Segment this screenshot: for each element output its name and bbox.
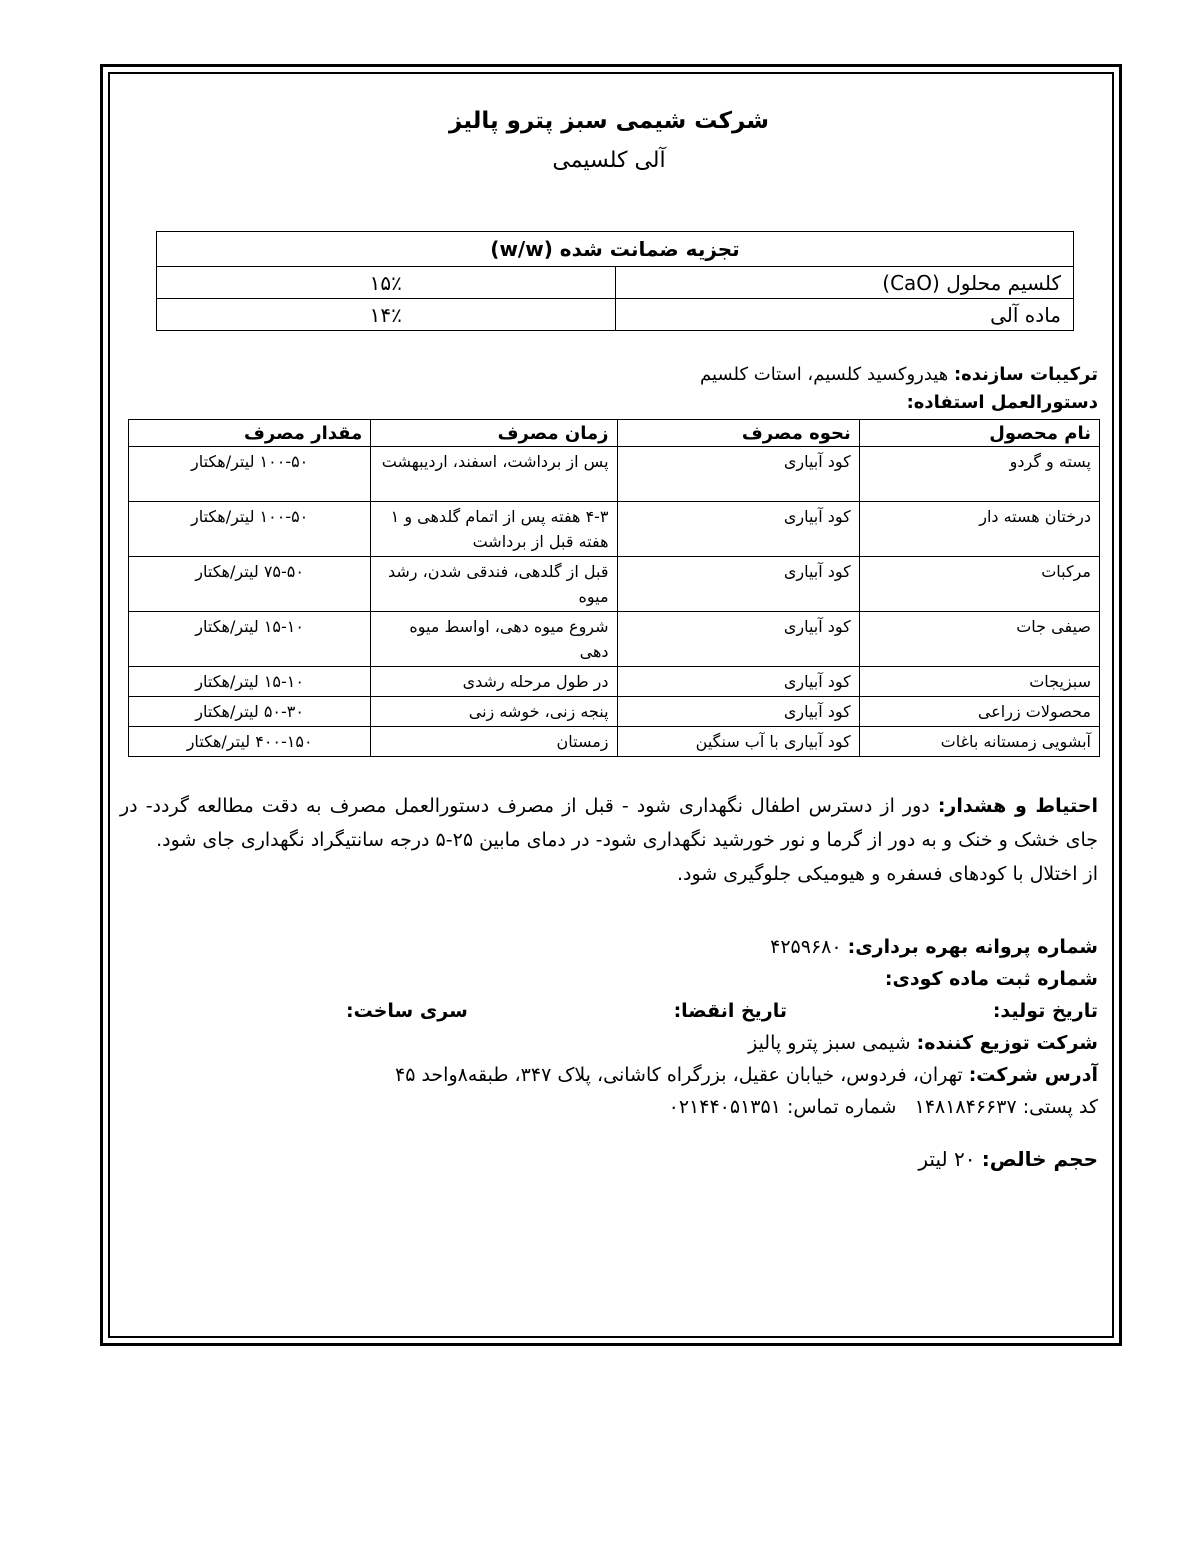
label-content xyxy=(120,100,1098,1175)
ga-name: ماده آلی xyxy=(615,299,1074,331)
table-row xyxy=(129,612,1100,667)
col-header-time: زمان مصرف xyxy=(371,420,617,447)
time-cell: زمستان xyxy=(371,727,617,757)
net-volume-label: حجم خالص: xyxy=(981,1147,1098,1171)
product-name: آلی کلسیمی xyxy=(552,148,666,173)
postal-value: ۱۴۸۱۸۴۶۶۳۷ xyxy=(914,1096,1017,1118)
table-row xyxy=(157,267,1074,299)
time-cell: پس از برداشت، اسفند، اردیبهشت xyxy=(371,447,617,502)
warnings-label: احتیاط و هشدار: xyxy=(937,795,1098,817)
crop-cell: مرکبات xyxy=(859,557,1099,612)
time-cell: در طول مرحله رشدی xyxy=(371,667,617,697)
address-line xyxy=(120,1059,1098,1091)
distributor-label: شرکت توزیع کننده: xyxy=(916,1032,1098,1054)
method-cell: کود آبیاری xyxy=(617,502,859,557)
crop-cell: صیفی جات xyxy=(859,612,1099,667)
method-cell: کود آبیاری xyxy=(617,557,859,612)
phone-label: شماره تماس: xyxy=(786,1096,897,1118)
method-cell: کود آبیاری xyxy=(617,447,859,502)
time-cell: ۴-۳ هفته پس از اتمام گلدهی و ۱ هفته قبل از برداشت xyxy=(371,502,617,557)
production-date-label: تاریخ تولید: xyxy=(992,1000,1098,1022)
table-row xyxy=(129,697,1100,727)
batch-label: سری ساخت: xyxy=(346,1000,468,1022)
warnings-text: دور از دسترس اطفال نگهداری شود - قبل از مصرف دستورالعمل مصرف به دقت مطالعه گردد- در جای خشک و خنک و به دور از گرما و نور خورشید نگهداری شود- در دمای مابین ۲۵-۵ درجه سانتیگراد نگهداری جای شود. xyxy=(120,795,1098,851)
license-value: ۴۲۵۹۶۸۰ xyxy=(770,936,842,958)
address-value: تهران، فردوس، خیابان عقیل، بزرگراه کاشانی، پلاک ۳۴۷، طبقه۸واحد ۴۵ xyxy=(394,1064,963,1086)
table-row xyxy=(157,299,1074,331)
ingredients-value: هیدروکسید کلسیم، استات کلسیم xyxy=(700,364,949,385)
ingredients xyxy=(120,361,1098,389)
amount-cell: ۱۰۰-۵۰ لیتر/هکتار xyxy=(129,502,371,557)
ingredients-label: ترکیبات سازنده: xyxy=(953,364,1098,385)
registration-label: شماره ثبت ماده کودی: xyxy=(884,968,1098,990)
col-header-method: نحوه مصرف xyxy=(617,420,859,447)
crop-cell: پسته و گردو xyxy=(859,447,1099,502)
ga-title-text: تجزیه ضمانت شده (w/w) xyxy=(490,237,740,261)
amount-cell: ۱۵-۱۰ لیتر/هکتار xyxy=(129,612,371,667)
dates-line xyxy=(346,995,1098,1027)
contact-line xyxy=(120,1091,1098,1123)
col-header-amount: مقدار مصرف xyxy=(129,420,371,447)
net-volume-line xyxy=(120,1143,1098,1175)
postal-label: کد پستی: xyxy=(1022,1096,1098,1118)
license-line xyxy=(120,931,1098,963)
amount-cell: ۵۰-۳۰ لیتر/هکتار xyxy=(129,697,371,727)
time-cell: قبل از گلدهی، فندقی شدن، رشد میوه xyxy=(371,557,617,612)
net-volume-value: ۲۰ لیتر xyxy=(918,1147,976,1171)
method-cell: کود آبیاری xyxy=(617,612,859,667)
distributor-line xyxy=(120,1027,1098,1059)
amount-cell: ۷۵-۵۰ لیتر/هکتار xyxy=(129,557,371,612)
table-row xyxy=(129,502,1100,557)
product-info xyxy=(120,931,1098,1175)
warnings-text-2: از اختلال با کودهای فسفره و هیومیکی جلوگیری شود. xyxy=(676,863,1098,885)
amount-cell: ۴۰۰-۱۵۰ لیتر/هکتار xyxy=(129,727,371,757)
directions-label: دستورالعمل استفاده: xyxy=(906,392,1098,413)
method-cell: کود آبیاری xyxy=(617,667,859,697)
guaranteed-analysis-title xyxy=(157,232,1074,267)
time-cell: شروع میوه دهی، اواسط میوه دهی xyxy=(371,612,617,667)
directions-table xyxy=(128,419,1100,757)
table-row xyxy=(129,447,1100,502)
distributor-value: شیمی سبز پترو پالیز xyxy=(748,1032,911,1054)
address-label: آدرس شرکت: xyxy=(968,1064,1098,1086)
company-title: شرکت شیمی سبز پترو پالیز xyxy=(449,108,769,134)
guaranteed-analysis-table xyxy=(156,231,1074,331)
amount-cell: ۱۵-۱۰ لیتر/هکتار xyxy=(129,667,371,697)
method-cell: کود آبیاری xyxy=(617,697,859,727)
ga-value: ۱۵٪ xyxy=(157,267,616,299)
crop-cell: درختان هسته دار xyxy=(859,502,1099,557)
table-row xyxy=(129,667,1100,697)
amount-cell: ۱۰۰-۵۰ لیتر/هکتار xyxy=(129,447,371,502)
expiry-label: تاریخ انقضا: xyxy=(673,1000,788,1022)
crop-cell: آبشویی زمستانه باغات xyxy=(859,727,1099,757)
time-cell: پنجه زنی، خوشه زنی xyxy=(371,697,617,727)
phone-value: ۰۲۱۴۴۰۵۱۳۵۱ xyxy=(668,1096,781,1118)
license-label: شماره پروانه بهره برداری: xyxy=(847,936,1098,958)
table-row xyxy=(129,557,1100,612)
table-row xyxy=(129,727,1100,757)
method-cell: کود آبیاری با آب سنگین xyxy=(617,727,859,757)
crop-cell: سبزیجات xyxy=(859,667,1099,697)
crop-cell: محصولات زراعی xyxy=(859,697,1099,727)
ga-name: کلسیم محلول (CaO) xyxy=(615,267,1074,299)
ga-value: ۱۴٪ xyxy=(157,299,616,331)
col-header-crop: نام محصول xyxy=(859,420,1099,447)
warnings-section xyxy=(120,789,1098,891)
